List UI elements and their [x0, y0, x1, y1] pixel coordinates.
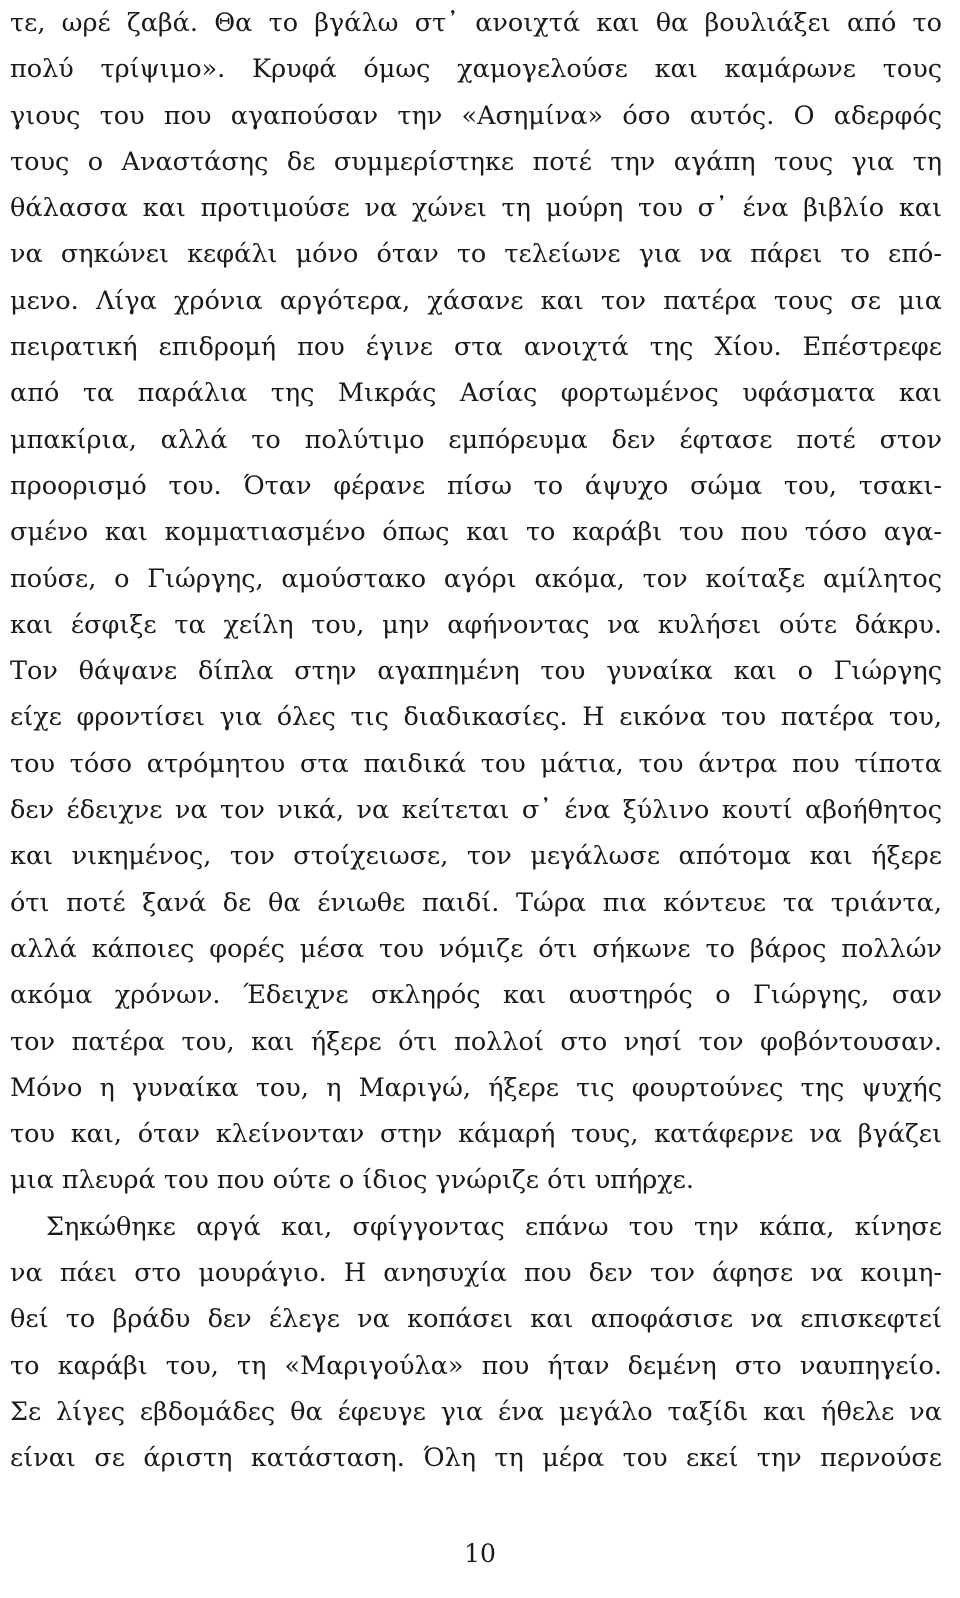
text-line: να σηκώνει κεφάλι μόνο όταν το τελείωνε για να πάρει το επό-: [10, 239, 942, 270]
text-line: ακόμα χρόνων. Έδειχνε σκληρός και αυστηρός ο Γιώργης, σαν: [10, 980, 942, 1011]
text-line: του τόσο ατρόμητου στα παιδικά του μάτια, του άντρα που τίποτα: [10, 748, 942, 779]
text-line: το καράβι του, τη «Μαριγούλα» που ήταν δεμένη στο ναυπηγείο.: [10, 1350, 942, 1381]
page-number: 10: [464, 1539, 496, 1568]
paragraph-start-line: Σηκώθηκε αργά και, σφίγγοντας επάνω του την κάπα, κίνησε: [46, 1211, 942, 1242]
text-line: θάλασσα και προτιμούσε να χώνει τη μούρη του σ᾽ ένα βιβλίο και: [10, 193, 942, 224]
text-line: και νικημένος, τον στοίχειωσε, τον μεγάλωσε απότομα και ήξερε: [10, 841, 942, 872]
text-line: τους ο Αναστάσης δε συμμερίστηκε ποτέ την αγάπη τους για τη: [10, 146, 942, 177]
text-line: γιους του που αγαπούσαν την «Ασημίνα» όσο αυτός. Ο αδερφός: [10, 100, 942, 131]
paragraph-end-line: μια πλευρά του που ούτε ο ίδιος γνώριζε ότι υπήρχε.: [10, 1165, 694, 1196]
text-line: πειρατική επιδρομή που έγινε στα ανοιχτά της Χίου. Επέστρεφε: [10, 332, 942, 363]
text-line: μπακίρια, αλλά το πολύτιμο εμπόρευμα δεν έφτασε ποτέ στον: [10, 424, 942, 455]
text-line: και έσφιξε τα χείλη του, μην αφήνοντας να κυλήσει ούτε δάκρυ.: [10, 609, 942, 640]
text-line: Σε λίγες εβδομάδες θα έφευγε για ένα μεγάλο ταξίδι και ήθελε να: [10, 1396, 942, 1427]
text-line: πολύ τρίψιμο». Κρυφά όμως χαμογελούσε και καμάρωνε τους: [10, 54, 942, 85]
body-text: [10, 0, 942, 1482]
text-line: τον πατέρα του, και ήξερε ότι πολλοί στο νησί τον φοβόντουσαν.: [10, 1026, 942, 1057]
text-line: σμένο και κομματιασμένο όπως και το καράβι του που τόσο αγα-: [10, 517, 942, 548]
text-line: από τα παράλια της Μικράς Ασίας φορτωμένος υφάσματα και: [10, 378, 942, 409]
text-line: προορισμό του. Όταν φέρανε πίσω το άψυχο σώμα του, τσακι-: [10, 470, 942, 501]
text-line: τε, ωρέ ζαβά. Θα το βγάλω στ᾽ ανοιχτά και θα βουλιάξει από το: [10, 8, 942, 38]
text-line: αλλά κάποιες φορές μέσα του νόμιζε ότι σήκωνε το βάρος πολλών: [10, 933, 942, 964]
text-line: Τον θάψανε δίπλα στην αγαπημένη του γυναίκα και ο Γιώργης: [10, 656, 942, 687]
text-line: είναι σε άριστη κατάσταση. Όλη τη μέρα του εκεί την περνούσε: [10, 1443, 942, 1474]
text-line: μενο. Λίγα χρόνια αργότερα, χάσανε και τον πατέρα τους σε μια: [10, 285, 942, 316]
text-line: δεν έδειχνε να τον νικά, να κείτεται σ᾽ ένα ξύλινο κουτί αβοήθητος: [10, 795, 942, 826]
text-line: πούσε, ο Γιώργης, αμούστακο αγόρι ακόμα, τον κοίταξε αμίλητος: [10, 563, 942, 594]
text-line: Μόνο η γυναίκα του, η Μαριγώ, ήξερε τις φουρτούνες της ψυχής: [10, 1072, 942, 1103]
text-line: να πάει στο μουράγιο. Η ανησυχία που δεν τον άφησε να κοιμη-: [10, 1258, 942, 1289]
text-line: θεί το βράδυ δεν έλεγε να κοπάσει και αποφάσισε να επισκεφτεί: [10, 1304, 942, 1335]
text-line: είχε φροντίσει για όλες τις διαδικασίες. Η εικόνα του πατέρα του,: [10, 702, 942, 733]
text-line: του και, όταν κλείνονταν στην κάμαρή τους, κατάφερνε να βγάζει: [10, 1119, 942, 1150]
text-line: ότι ποτέ ξανά δε θα ένιωθε παιδί. Τώρα πια κόντευε τα τριάντα,: [10, 887, 942, 918]
